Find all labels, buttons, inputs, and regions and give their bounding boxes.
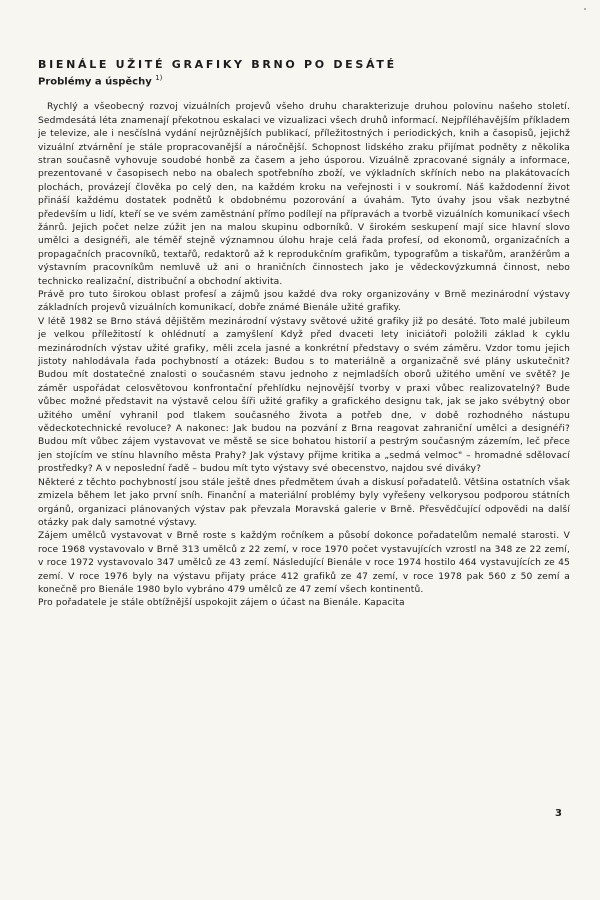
paragraph: V létě 1982 se Brno stává dějištěm mezinárodní výstavy světové užité grafiky již po desáté. Toto malé jubileum je velkou příležitostí k ohlédnutí a zamyšlení Když před dvaceti lety iniciátoři položili základ k cyklu mezinárodních výstav užité grafiky, měli zcela jasné a konkrétní představy o svém záměru. Vzdor tomu jejich jistoty nahlodávala řada pochybností a otázek: Budou s to materiálně a organizačně své plány uskutečnit? Budou mít dostatečné znalosti o současném stavu jednoho z nejmladších oborů užitého umění ve světě? Je záměr uspořádat celosvětovou konfrontační přehlídku nejnovější tvorby v praxi vůbec realizovatelný? Bude vůbec možné představit na výstavě celou šíři užité grafiky a grafického designu tak, jak se jako svébytný obor užitého umění vyhranil pod tlakem současného života a potřeb dne, v době rozhodného nástupu vědeckotechnické revoluce? A nakonec: Jak budou na pozvání z Brna reagovat zahraniční umělci a designéři? Budou mít vůbec zájem vystavovat ve městě se sice bohatou historií a pestrým současným zázemím, leč přece jen stojícím ve stínu hlavního města Prahy? Jak výstavy přijme kritika a „sedmá velmoc" – hromadné sdělovací prostředky? A v neposlední řadě – budou mít tyto výstavy své obecenstvo, najdou své diváky? [38,316,570,475]
subtitle-text: Problémy a úspěchy [38,76,152,88]
article-body [38,101,570,610]
paragraph: Rychlý a všeobecný rozvoj vizuálních projevů všeho druhu charakterizuje druhou polovinu našeho století. Sedmdesátá léta znamenají překotnou eskalaci ve vizualizaci všech druhů informací. Nejpříléhavějším příkladem je televize, ale i nesčíslná vydání nejrůznějších publikací, příležitostných i periodických, knih a časopisů, jejichž vizuální ztvárnění je stále propracovanější a náročnější. Schopnost lidského zraku přijímat podněty z několika stran současně vyhovuje soudobé honbě za časem a jeho úsporou. Vizuálně zpracované signály a informace, prezentované v časopisech nebo na obalech spotřebního zboží, ve výkladních skříních nebo na plakátovacích plochách, provázejí člověka po celý den, na každém kroku na veřejnosti i v soukromí. Náš každodenní život přináší každému dostatek podnětů k obdobnému pozorování a úvahám. Tyto úvahy jsou však nezbytné především u lidí, kteří se ve svém zaměstnání přímo podílejí na přípravách a tvorbě vizuálních komunikací všech žánrů. Jejich počet nelze zúžit jen na malou skupinu odborníků. V širokém seskupení mají sice hlavní slovo umělci a designéři, ale téměř stejně významnou úlohu hraje celá řada profesí, od ekonomů, organizačních a propagačních pracovníků, textařů, redaktorů až k reprodukčním grafikům, typografům a tiskařům, aranžérům a výstavním pracovníkům nemluvě už ani o hraničních činnostech jako je vědeckovýzkumná činnost, nebo technicko realizační, distribuční a obchodní aktivita. [38,102,570,287]
scan-mark [584,8,586,10]
article-subtitle [38,74,570,87]
paragraph: Pro pořadatele je stále obtížnější uspokojit zájem o účast na Bienále. Kapacita [38,598,405,609]
paragraph: Některé z těchto pochybností jsou stále ještě dnes předmětem úvah a diskusí pořadatelů. Většina ostatních však zmizela během let jako první sníh. Finanční a materiální problémy byly vyřešeny velkorysou podporou státních orgánů, organizaci plánovaných výstav pak převzala Moravská galerie v Brně. Přesvědčující odpovědi na další otázky pak daly samotné výstavy. [38,477,570,528]
footnote-reference: 1) [155,74,163,82]
paragraph: Právě pro tuto širokou oblast profesí a zájmů jsou každé dva roky organizovány v Brně mezinárodní výstavy základních projevů vizuálních komunikací, dobře známé Bienále užité grafiky. [38,290,570,314]
article [38,58,570,611]
page-number: 3 [555,808,562,819]
paragraph: Zájem umělců vystavovat v Brně roste s každým ročníkem a působí dokonce pořadatelům nemalé starosti. V roce 1968 vystavovalo v Brně 313 umělců z 22 zemí, v roce 1970 počet vystavujících vzrostl na 348 ze 22 zemí, v roce 1972 vystavovalo 347 umělců ze 43 zemí. Následující Bienále v roce 1974 hostilo 464 vystavujících ze 45 zemí. V roce 1976 byly na výstavu přijaty práce 412 grafiků ze 47 zemí, v roce 1978 pak 560 z 50 zemí a konečně pro Bienále 1980 bylo vybráno 479 umělců ze 47 zemí všech kontinentů. [38,531,570,595]
article-title: BIENÁLE UŽITÉ GRAFIKY BRNO PO DESÁTÉ [38,58,397,71]
